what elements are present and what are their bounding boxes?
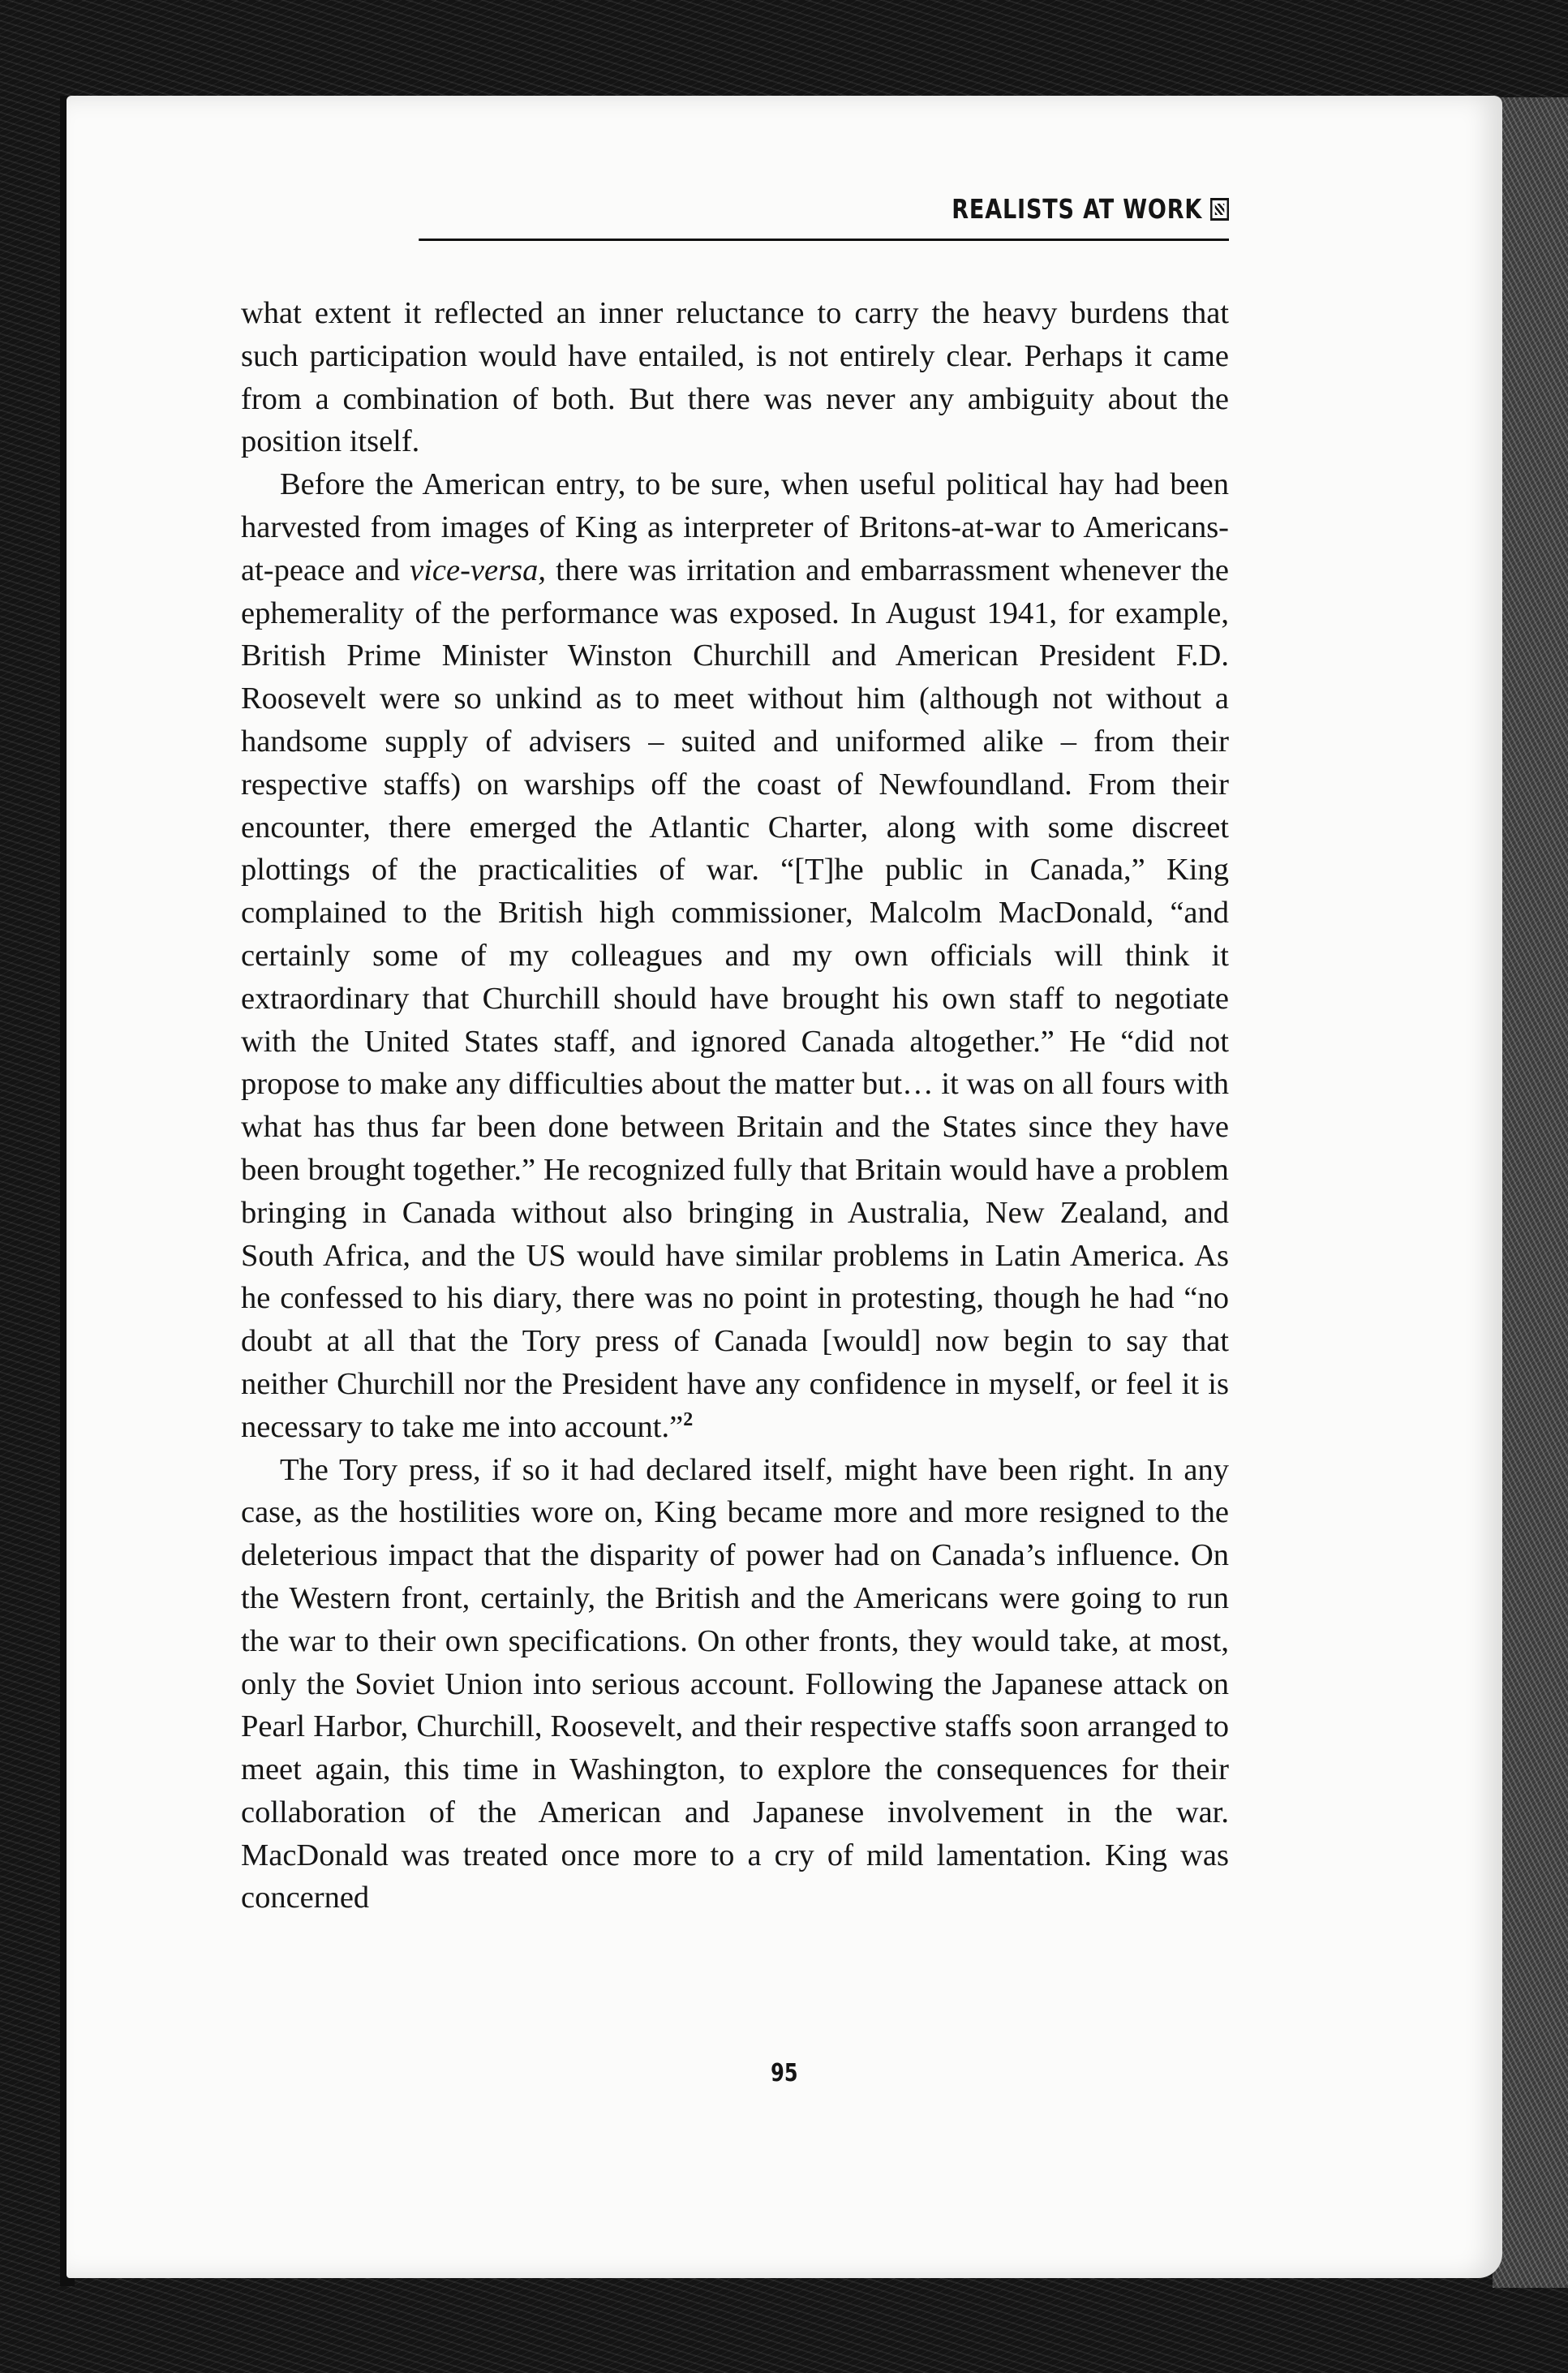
running-head <box>419 193 1229 241</box>
paragraph-3: The Tory press, if so it had declared itself, might have been right. In any case, as the hostilities wore on, King became more and more resigned to the deleterious impact that the disparity of power had on Canada’s influence. On the Western front, certainly, the British and the Americans were going to run the war to their own specifications. On other fronts, they would take, at most, only the Soviet Union into serious account. Following the Japanese attack on Pearl Harbor, Churchill, Roosevelt, and their respective staffs soon arranged to meet again, this time in Washington, to explore the consequences for their collaboration of the American and Japanese involvement in the war. MacDonald was treated once more to a cry of mild lamentation. King was concerned <box>241 1452 1229 1915</box>
paragraph-2-text-b: there was irritation and embarrassment whenever the ephemerality of the performance was exposed. In August 1941, for example, British Prime Minister Winston Churchill and American President F.D. Roosevelt were so unkind as to meet without him (although not without a handsome supply of advisers – suited and uniformed alike – from their respective staffs) on warships off the coast of Newfoundland. From their encounter, there emerged the Atlantic Charter, along with some discreet plottings of the practicalities of war. “[T]he public in Canada,” King complained to the British high commissioner, Malcolm MacDonald, “and certainly some of my colleagues and my own officials will think it extraordinary that Churchill should have brought his own staff to negotiate with the United States staff, and ignored Canada altogether.” He “did not propose to make any difficulties about the matter but… it was on all fours with what has thus far been done between Britain and the States since they have been brought together.” He recognized fully that Britain would have a problem bringing in Canada without also bringing in Australia, New Zealand, and South Africa, and the US would have similar problems in Latin America. As he confessed to his diary, there was no point in protesting, though he had “no doubt at all that the Tory press of Canada [would] now begin to say that neither Churchill nor the President have any confidence in myself, or feel it is necessary to take me into account.” <box>241 552 1229 1444</box>
paragraph-1: what extent it reflected an inner reluctance to carry the heavy burdens that such participation would have entailed, is not entirely clear. Perhaps it came from a combination of both. But there was never any ambiguity about the position itself. <box>241 296 1229 459</box>
paragraph-2-italic: vice-versa, <box>410 552 546 587</box>
ornament-box-icon <box>1210 198 1229 221</box>
paragraph-2 <box>241 463 1229 1448</box>
body-text <box>241 292 1229 1919</box>
running-head-title: REALISTS AT WORK <box>952 193 1203 225</box>
paragraph-2-text-a: Before the American entry, to be sure, when useful political hay had been harvested from images of King as interpreter of Britons-at-war to Americans-at-peace and <box>241 467 1229 587</box>
page-number <box>0 2059 1568 2087</box>
scan-edge-noise <box>1493 97 1568 2288</box>
footnote-marker[interactable]: 2 <box>683 1408 694 1430</box>
page-number-text: 95 <box>770 2059 798 2087</box>
